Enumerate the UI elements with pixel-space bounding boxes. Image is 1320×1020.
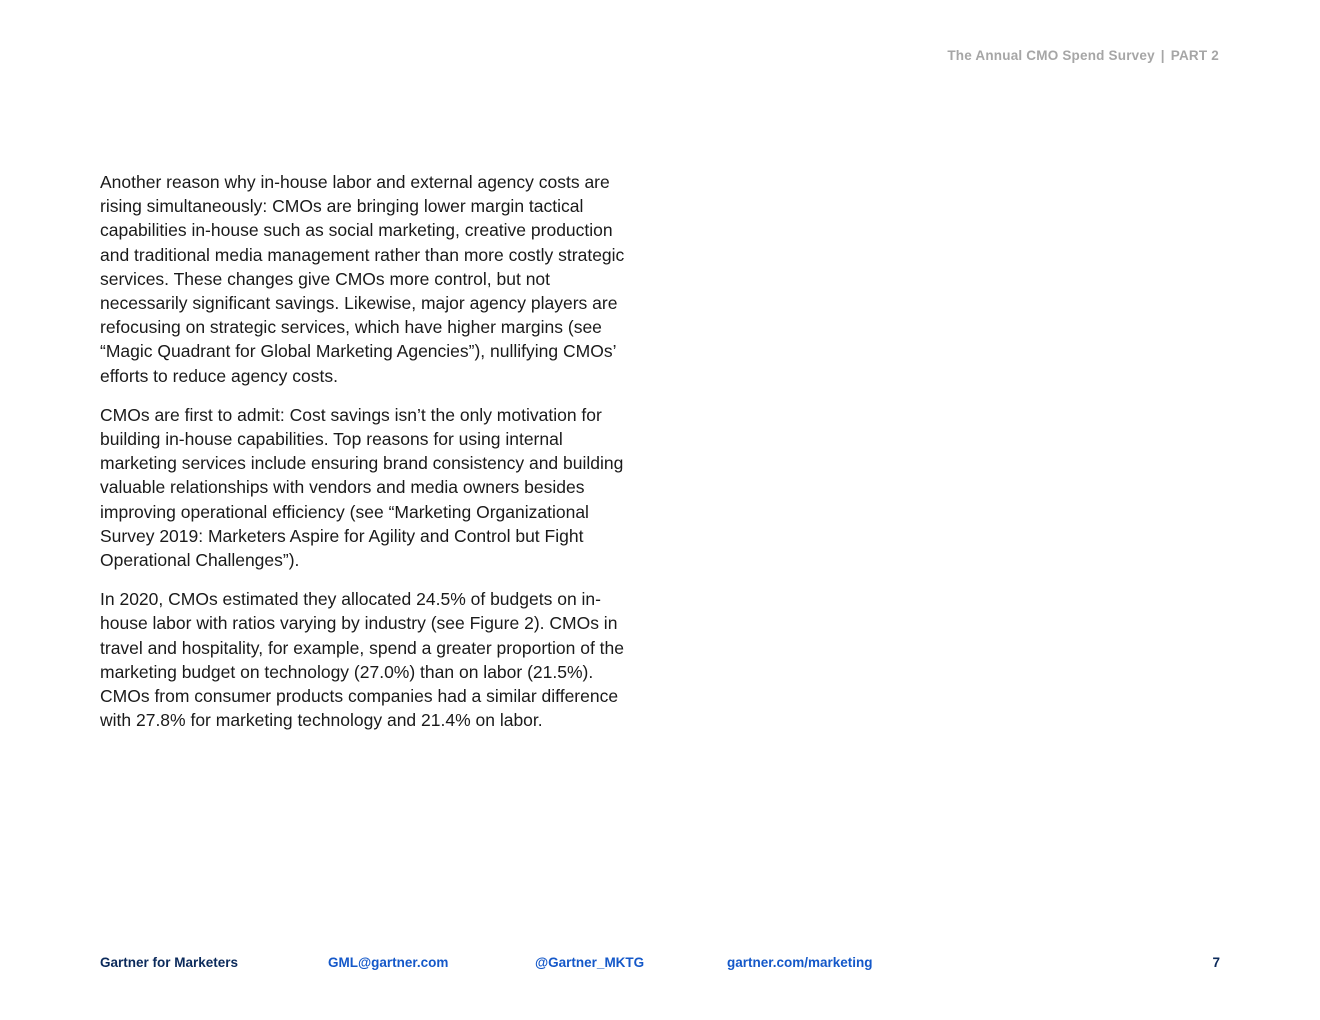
paragraph: In 2020, CMOs estimated they allocated 24.5% of budgets on in-house labor with ratios varying by industry (see Figure 2). CMOs in travel and hospitality, for example, spend a greater proportion of the marketing budget on technology (27.0%) than on labor (21.5%). CMOs from consumer products companies had a similar difference with 27.8% for marketing technology and 21.4% on labor. <box>100 589 625 731</box>
header-separator: | <box>1160 48 1165 63</box>
page-number: 7 <box>1212 955 1220 970</box>
part-label: PART 2 <box>1170 48 1219 63</box>
footer-website-link[interactable]: gartner.com/marketing <box>727 955 873 970</box>
footer-twitter-link[interactable]: @Gartner_MKTG <box>535 955 645 970</box>
body-text-column <box>100 170 640 747</box>
footer-brand: Gartner for Marketers <box>100 955 239 970</box>
running-header <box>947 48 1219 63</box>
paragraph: Another reason why in-house labor and external agency costs are rising simultaneously: CMOs are bringing lower margin tactical capabilities in-house such as social marketing, creative production and traditional media management rather than more costly strategic services. These changes give CMOs more control, but not necessarily significant savings. Likewise, major agency players are refocusing on strategic services, which have higher margins (see “Magic Quadrant for Global Marketing Agencies”), nullifying CMOs’ efforts to reduce agency costs. <box>100 172 625 386</box>
report-title: The Annual CMO Spend Survey <box>947 48 1155 63</box>
paragraph: CMOs are first to admit: Cost savings isn’t the only motivation for building in-house capabilities. Top reasons for using internal marketing services include ensuring brand consistency and building valuable relationships with vendors and media owners besides improving operational efficiency (see “Marketing Organizational Survey 2019: Marketers Aspire for Agility and Control but Fight Operational Challenges”). <box>100 404 624 571</box>
footer-email-link[interactable]: GML@gartner.com <box>328 955 449 970</box>
page-footer <box>100 955 1220 975</box>
